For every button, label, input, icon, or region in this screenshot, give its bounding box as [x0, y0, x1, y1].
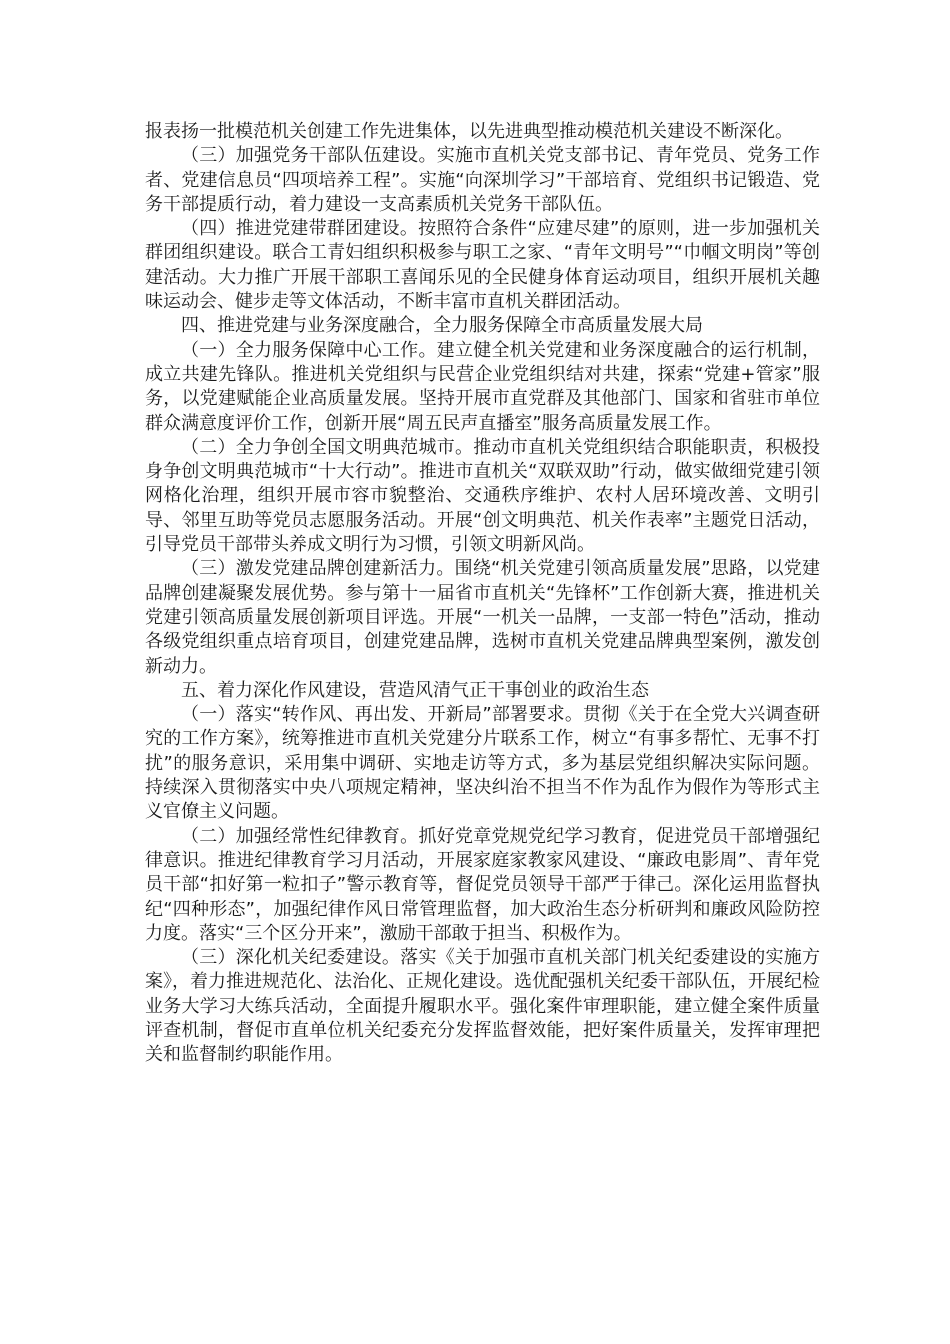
document-page — [145, 120, 820, 1068]
paragraph-section-3-3: （三）加强党务干部队伍建设。实施市直机关党支部书记、青年党员、党务工作者、党建信息员“四项培养工程”。实施“向深圳学习”干部培育、党组织书记锻造、党务干部提质行动，着力建设一支高素质机关党务干部队伍。 — [145, 145, 820, 215]
paragraph-section-5-1: （一）落实“转作风、再出发、开新局”部署要求。贯彻《关于在全党大兴调查研究的工作方案》，统筹推进市直机关党建分片联系工作，树立“有事多帮忙、无事不打扰”的服务意识，采用集中调研、实地走访等方式，多为基层党组织解决实际问题。持续深入贯彻落实中央八项规定精神，坚决纠治不担当不作为乱作为假作为等形式主义官僚主义问题。 — [145, 704, 820, 823]
paragraph-section-5-3: （三）深化机关纪委建设。落实《关于加强市直机关部门机关纪委建设的实施方案》，着力推进规范化、法治化、正规化建设。选优配强机关纪委干部队伍，开展纪检业务大学习大练兵活动，全面提升履职水平。强化案件审理职能，建立健全案件质量评查机制，督促市直单位机关纪委充分发挥监督效能，把好案件质量关，发挥审理把关和监督制约职能作用。 — [145, 947, 820, 1066]
heading-section-5: 五、着力深化作风建设，营造风清气正干事创业的政治生态 — [181, 679, 649, 701]
paragraph-section-4-3: （三）激发党建品牌创建新活力。围绕“机关党建引领高质量发展”思路，以党建品牌创建凝聚发展优势。参与第十一届省市直机关“先锋杯”工作创新大赛，推进机关党建引领高质量发展创新项目评选。开展“一机关一品牌，一支部一特色”活动，推动各级党组织重点培育项目，创建党建品牌，选树市直机关党建品牌典型案例，激发创新动力。 — [145, 558, 820, 677]
heading-section-4: 四、推进党建与业务深度融合，全力服务保障全市高质量发展大局 — [181, 315, 703, 337]
paragraph-continuation: 报表扬一批模范机关创建工作先进集体，以先进典型推动模范机关建设不断深化。 — [145, 121, 793, 142]
paragraph-section-3-4: （四）推进党建带群团建设。按照符合条件“应建尽建”的原则，进一步加强机关群团组织建设。联合工青妇组织积极参与职工之家、“青年文明号”“巾帼文明岗”等创建活动。大力推广开展干部职工喜闻乐见的全民健身体育运动项目，组织开展机关趣味运动会、健步走等文体活动，不断丰富市直机关群团活动。 — [145, 218, 820, 313]
paragraph-section-4-2: （二）全力争创全国文明典范城市。推动市直机关党组织结合职能职责，积极投身争创文明典范城市“十大行动”。推进市直机关“双联双助”行动，做实做细党建引领网格化治理，组织开展市容市貌整治、交通秩序维护、农村人居环境改善、文明引导、邻里互助等党员志愿服务活动。开展“创文明典范、机关作表率”主题党日活动，引导党员干部带头养成文明行为习惯，引领文明新风尚。 — [145, 436, 820, 556]
paragraph-section-4-1: （一）全力服务保障中心工作。建立健全机关党建和业务深度融合的运行机制，成立共建先锋队。推进机关党组织与民营企业党组织结对共建，探索“党建+管家”服务，以党建赋能企业高质量发展。坚持开展市直党群及其他部门、国家和省驻市单位群众满意度评价工作，创新开展“周五民声直播室”服务高质量发展工作。 — [145, 339, 820, 434]
paragraph-section-5-2: （二）加强经常性纪律教育。抓好党章党规党纪学习教育，促进党员干部增强纪律意识。推进纪律教育学习月活动，开展家庭家教家风建设、“廉政电影周”、青年党员干部“扣好第一粒扣子”警示教育等，督促党员领导干部严于律己。深化运用监督执纪“四种形态”，加强纪律作风日常管理监督，加大政治生态分析研判和廉政风险防控力度。落实“三个区分开来”，激励干部敢于担当、积极作为。 — [145, 825, 820, 944]
